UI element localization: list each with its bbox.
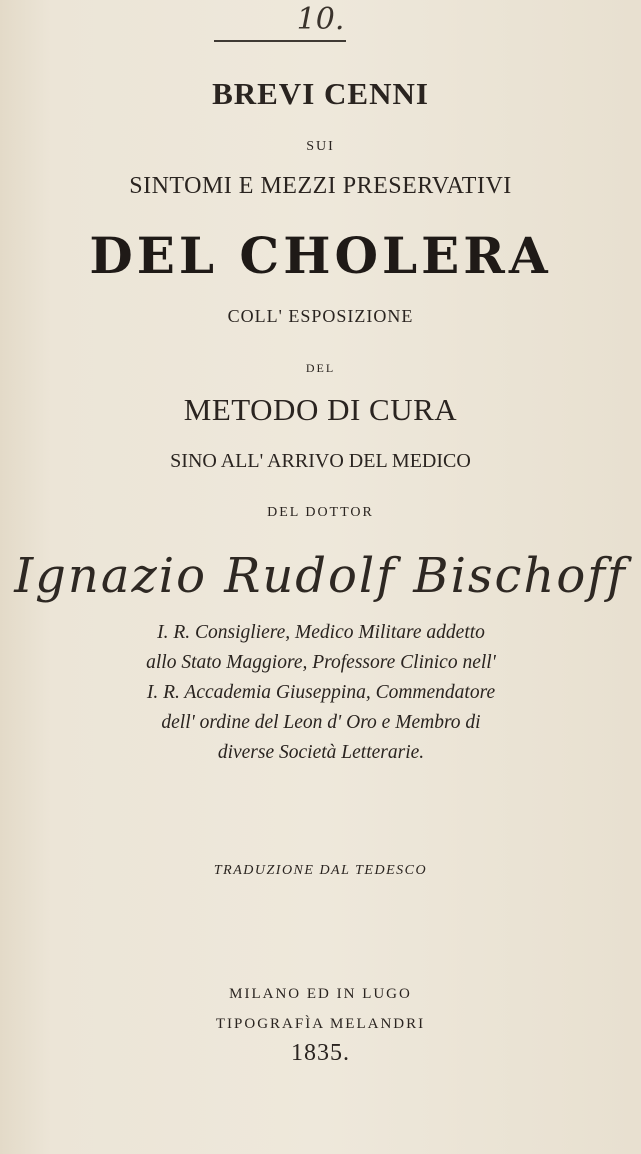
credentials-line: dell' ordine del Leon d' Oro e Membro di (161, 712, 481, 733)
folio-underline (214, 40, 346, 42)
publisher-city: MILANO ED IN LUGO (229, 986, 412, 1002)
author-name: Ignazio Rudolf Bischoff (14, 548, 627, 604)
publication-year: 1835. (291, 1040, 350, 1066)
sino-line: SINO ALL' ARRIVO DEL MEDICO (170, 450, 471, 472)
subtitle-sintomi: SINTOMI E MEZZI PRESERVATIVI (129, 173, 512, 199)
cholera-heading: DEL CHOLERA (89, 226, 552, 285)
credentials-line: allo Stato Maggiore, Professore Clinico nell' (146, 652, 496, 673)
del-line: DEL (305, 361, 336, 375)
author-credentials (30, 618, 612, 768)
main-title: BREVI CENNI (212, 76, 429, 111)
credentials-line: I. R. Consigliere, Medico Militare addetto (157, 622, 485, 643)
publisher-name: TIPOGRAFÌA MELANDRI (215, 1016, 426, 1032)
del-dottor-line: DEL DOTTOR (267, 505, 374, 520)
page-folio-number: 10. (296, 2, 345, 37)
title-word-sui: SUI (306, 139, 335, 154)
metodo-heading: METODO DI CURA (183, 392, 458, 427)
credentials-line: diverse Società Letterarie. (217, 742, 425, 763)
translation-note: TRADUZIONE DAL TEDESCO (213, 863, 428, 878)
credentials-line: I. R. Accademia Giuseppina, Commendatore (146, 682, 496, 703)
esposizione-line: COLL' ESPOSIZIONE (227, 306, 414, 326)
